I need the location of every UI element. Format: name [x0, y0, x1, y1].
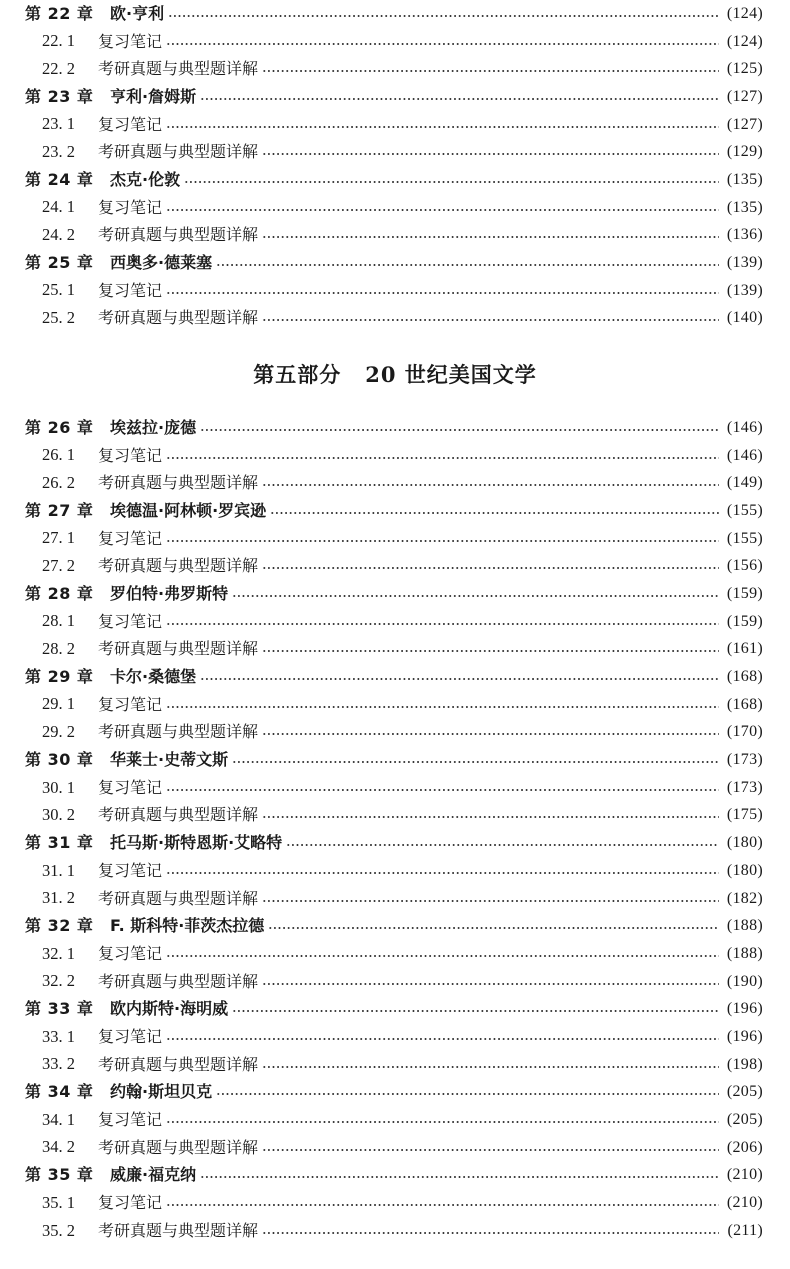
dot-leader [166, 1038, 719, 1040]
section-number: 25. 1 [42, 280, 75, 300]
page-number: (125) [726, 60, 763, 78]
section-title: 考研真题与典型题详解 [98, 225, 259, 245]
dot-leader [262, 567, 719, 569]
section-title: 考研真题与典型题详解 [98, 556, 259, 576]
dot-leader [200, 98, 719, 100]
section-number: 27. 2 [42, 556, 75, 576]
dot-leader [166, 457, 719, 459]
part-label: 第五部分 [253, 362, 342, 387]
chapter-number: 第 27 章 [25, 500, 94, 520]
section-title: 复习笔记 [98, 31, 163, 51]
section-number: 28. 1 [42, 611, 75, 631]
chapter-title: F. 斯科特·菲茨杰拉德 [110, 916, 265, 936]
page-number: (127) [726, 115, 763, 133]
section-title: 复习笔记 [98, 1110, 163, 1130]
section-title: 复习笔记 [98, 611, 163, 631]
dot-leader [262, 733, 719, 735]
section-number: 22. 1 [42, 31, 75, 51]
page-number: (196) [726, 1000, 763, 1018]
toc-section-row[interactable] [0, 608, 790, 636]
dot-leader [166, 126, 719, 128]
dot-leader [268, 927, 719, 929]
page-number: (206) [726, 1138, 763, 1156]
toc-chapter-row[interactable] [0, 580, 790, 608]
dot-leader [262, 1066, 719, 1068]
page-number: (135) [726, 170, 763, 188]
page-number: (196) [726, 1027, 763, 1045]
page-number: (205) [726, 1083, 763, 1101]
chapter-title: 威廉·福克纳 [110, 1165, 197, 1185]
dot-leader [270, 512, 719, 514]
toc-section-row[interactable] [0, 940, 790, 968]
dot-leader [200, 429, 719, 431]
section-number: 25. 2 [42, 308, 75, 328]
page-number: (188) [726, 944, 763, 962]
page-number: (155) [726, 501, 763, 519]
section-title: 考研真题与典型题详解 [98, 722, 259, 742]
toc-chapter-row[interactable] [0, 995, 790, 1023]
section-title: 考研真题与典型题详解 [98, 639, 259, 659]
chapter-number: 第 28 章 [25, 583, 94, 603]
toc-section-row[interactable] [0, 1051, 790, 1079]
toc-chapter-row[interactable] [0, 497, 790, 525]
section-title: 复习笔记 [98, 943, 163, 963]
toc-section-row[interactable] [0, 857, 790, 885]
toc-chapter-row[interactable] [0, 746, 790, 774]
toc-section-row[interactable] [0, 277, 790, 305]
page-number: (159) [726, 584, 763, 602]
toc-section-row[interactable] [0, 442, 790, 470]
dot-leader [216, 264, 719, 266]
chapter-number: 第 32 章 [25, 916, 94, 936]
dot-leader [184, 181, 719, 183]
section-title: 考研真题与典型题详解 [98, 805, 259, 825]
page-number: (182) [726, 889, 763, 907]
toc-chapter-row[interactable] [0, 663, 790, 691]
toc-section-row[interactable] [0, 802, 790, 830]
toc-section-row[interactable] [0, 552, 790, 580]
chapter-title: 欧·亨利 [110, 3, 165, 23]
chapter-number: 第 25 章 [25, 253, 94, 273]
chapter-title: 托马斯·斯特恩斯·艾略特 [110, 833, 283, 853]
section-number: 27. 1 [42, 528, 75, 548]
toc-section-row[interactable] [0, 636, 790, 664]
section-title: 考研真题与典型题详解 [98, 1054, 259, 1074]
section-number: 35. 2 [42, 1220, 75, 1240]
toc-section-row[interactable] [0, 28, 790, 56]
page-number: (168) [726, 668, 763, 686]
chapter-number: 第 22 章 [25, 3, 94, 23]
dot-leader [168, 15, 719, 17]
section-number: 29. 2 [42, 722, 75, 742]
section-number: 26. 2 [42, 472, 75, 492]
chapter-title: 埃德温·阿林顿·罗宾逊 [110, 500, 267, 520]
section-number: 31. 2 [42, 888, 75, 908]
page-number: (198) [726, 1055, 763, 1073]
toc-section-row[interactable] [0, 55, 790, 83]
page-number: (161) [726, 640, 763, 658]
dot-leader [166, 789, 719, 791]
toc-section-row[interactable] [0, 774, 790, 802]
dot-leader [166, 292, 719, 294]
part-title: 20 世纪美国文学 [365, 362, 537, 387]
page-number: (188) [726, 917, 763, 935]
page-number: (146) [726, 446, 763, 464]
dot-leader [262, 983, 719, 985]
toc-section-row[interactable] [0, 138, 790, 166]
chapter-number: 第 23 章 [25, 86, 94, 106]
section-title: 复习笔记 [98, 197, 163, 217]
section-title: 复习笔记 [98, 1026, 163, 1046]
toc-section-row[interactable] [0, 305, 790, 333]
dot-leader [166, 209, 719, 211]
toc-section-row[interactable] [0, 1217, 790, 1245]
chapter-title: 约翰·斯坦贝克 [110, 1082, 213, 1102]
page-number: (168) [726, 695, 763, 713]
page-number: (146) [726, 418, 763, 436]
section-title: 考研真题与典型题详解 [98, 888, 259, 908]
dot-leader [232, 761, 719, 763]
toc-chapter-row[interactable] [0, 249, 790, 277]
section-number: 23. 2 [42, 142, 75, 162]
section-number: 34. 2 [42, 1137, 75, 1157]
chapter-number: 第 35 章 [25, 1165, 94, 1185]
page-number: (135) [726, 198, 763, 216]
chapter-number: 第 26 章 [25, 417, 94, 437]
chapter-number: 第 33 章 [25, 999, 94, 1019]
section-title: 复习笔记 [98, 528, 163, 548]
chapter-title: 罗伯特·弗罗斯特 [110, 583, 229, 603]
dot-leader [216, 1093, 719, 1095]
section-number: 35. 1 [42, 1192, 75, 1212]
toc-section-row[interactable] [0, 194, 790, 222]
section-number: 33. 1 [42, 1026, 75, 1046]
page-number: (210) [726, 1194, 763, 1212]
page-number: (170) [726, 723, 763, 741]
section-title: 复习笔记 [98, 694, 163, 714]
dot-leader [262, 816, 719, 818]
page-number: (155) [726, 529, 763, 547]
page-number: (140) [726, 309, 763, 327]
toc-chapter-row[interactable] [0, 414, 790, 442]
chapter-title: 亨利·詹姆斯 [110, 86, 197, 106]
dot-leader [262, 153, 719, 155]
section-number: 31. 1 [42, 860, 75, 880]
chapter-title: 华莱士·史蒂文斯 [110, 750, 229, 770]
toc-section-row[interactable] [0, 1189, 790, 1217]
dot-leader [262, 484, 719, 486]
page-number: (180) [726, 861, 763, 879]
toc-section-row[interactable] [0, 222, 790, 250]
section-title: 考研真题与典型题详解 [98, 1137, 259, 1157]
toc-section-row[interactable] [0, 719, 790, 747]
section-title: 复习笔记 [98, 1193, 163, 1213]
dot-leader [166, 706, 719, 708]
chapter-number: 第 34 章 [25, 1082, 94, 1102]
page-number: (211) [727, 1221, 763, 1239]
dot-leader [166, 1204, 719, 1206]
toc-block-part-four [0, 0, 790, 332]
section-number: 29. 1 [42, 694, 75, 714]
dot-leader [166, 43, 719, 45]
page-number: (173) [726, 751, 763, 769]
chapter-number: 第 30 章 [25, 750, 94, 770]
section-number: 30. 1 [42, 777, 75, 797]
dot-leader [166, 623, 719, 625]
section-title: 考研真题与典型题详解 [98, 473, 259, 493]
section-number: 23. 1 [42, 114, 75, 134]
dot-leader [262, 319, 719, 321]
toc-chapter-row[interactable] [0, 0, 790, 28]
chapter-title: 西奥多·德莱塞 [110, 253, 213, 273]
section-title: 考研真题与典型题详解 [98, 59, 259, 79]
dot-leader [262, 650, 719, 652]
toc-section-row[interactable] [0, 691, 790, 719]
toc-section-row[interactable] [0, 469, 790, 497]
page-number: (175) [726, 806, 763, 824]
section-number: 32. 2 [42, 971, 75, 991]
toc-chapter-row[interactable] [0, 1079, 790, 1107]
toc-section-row[interactable] [0, 885, 790, 913]
section-number: 24. 2 [42, 225, 75, 245]
dot-leader [200, 1176, 719, 1178]
dot-leader [166, 872, 719, 874]
page-number: (149) [726, 474, 763, 492]
toc-section-row[interactable] [0, 968, 790, 996]
chapter-title: 杰克·伦敦 [110, 169, 181, 189]
page-number: (156) [726, 557, 763, 575]
dot-leader [262, 236, 719, 238]
dot-leader [166, 540, 719, 542]
toc-chapter-row[interactable] [0, 83, 790, 111]
page-number: (124) [726, 4, 763, 22]
dot-leader [262, 1149, 719, 1151]
page-number: (136) [726, 226, 763, 244]
section-number: 32. 1 [42, 943, 75, 963]
section-number: 24. 1 [42, 197, 75, 217]
section-title: 考研真题与典型题详解 [98, 308, 259, 328]
section-title: 复习笔记 [98, 860, 163, 880]
page-number: (129) [726, 143, 763, 161]
part-heading [0, 359, 790, 389]
section-number: 26. 1 [42, 445, 75, 465]
section-title: 复习笔记 [98, 777, 163, 797]
dot-leader [232, 595, 719, 597]
toc-section-row[interactable] [0, 1106, 790, 1134]
section-number: 34. 1 [42, 1109, 75, 1129]
toc-chapter-row[interactable] [0, 912, 790, 940]
dot-leader [262, 1232, 719, 1234]
dot-leader [166, 955, 719, 957]
chapter-number: 第 29 章 [25, 667, 94, 687]
page-number: (190) [726, 972, 763, 990]
toc-section-row[interactable] [0, 111, 790, 139]
dot-leader [232, 1010, 719, 1012]
toc-chapter-row[interactable] [0, 829, 790, 857]
chapter-number: 第 24 章 [25, 169, 94, 189]
section-title: 考研真题与典型题详解 [98, 971, 259, 991]
page-number: (159) [726, 612, 763, 630]
section-number: 30. 2 [42, 805, 75, 825]
section-number: 28. 2 [42, 639, 75, 659]
section-number: 33. 2 [42, 1054, 75, 1074]
section-title: 复习笔记 [98, 445, 163, 465]
page-number: (124) [726, 32, 763, 50]
section-title: 复习笔记 [98, 280, 163, 300]
dot-leader [200, 678, 719, 680]
page-number: (139) [726, 281, 763, 299]
toc-block-part-five [0, 414, 790, 1245]
chapter-title: 埃兹拉·庞德 [110, 417, 197, 437]
chapter-title: 欧内斯特·海明威 [110, 999, 229, 1019]
page-number: (173) [726, 778, 763, 796]
dot-leader [262, 70, 719, 72]
section-title: 考研真题与典型题详解 [98, 1220, 259, 1240]
page-number: (210) [726, 1166, 763, 1184]
toc-section-row[interactable] [0, 1023, 790, 1051]
dot-leader [166, 1121, 719, 1123]
section-number: 22. 2 [42, 58, 75, 78]
toc-section-row[interactable] [0, 1134, 790, 1162]
toc-chapter-row[interactable] [0, 166, 790, 194]
page-number: (180) [726, 834, 763, 852]
page-number: (127) [726, 87, 763, 105]
section-title: 考研真题与典型题详解 [98, 142, 259, 162]
chapter-number: 第 31 章 [25, 833, 94, 853]
dot-leader [286, 844, 719, 846]
toc-section-row[interactable] [0, 525, 790, 553]
dot-leader [262, 900, 719, 902]
page-number: (205) [726, 1111, 763, 1129]
section-title: 复习笔记 [98, 114, 163, 134]
toc-chapter-row[interactable] [0, 1162, 790, 1190]
page-number: (139) [726, 254, 763, 272]
chapter-title: 卡尔·桑德堡 [110, 667, 197, 687]
